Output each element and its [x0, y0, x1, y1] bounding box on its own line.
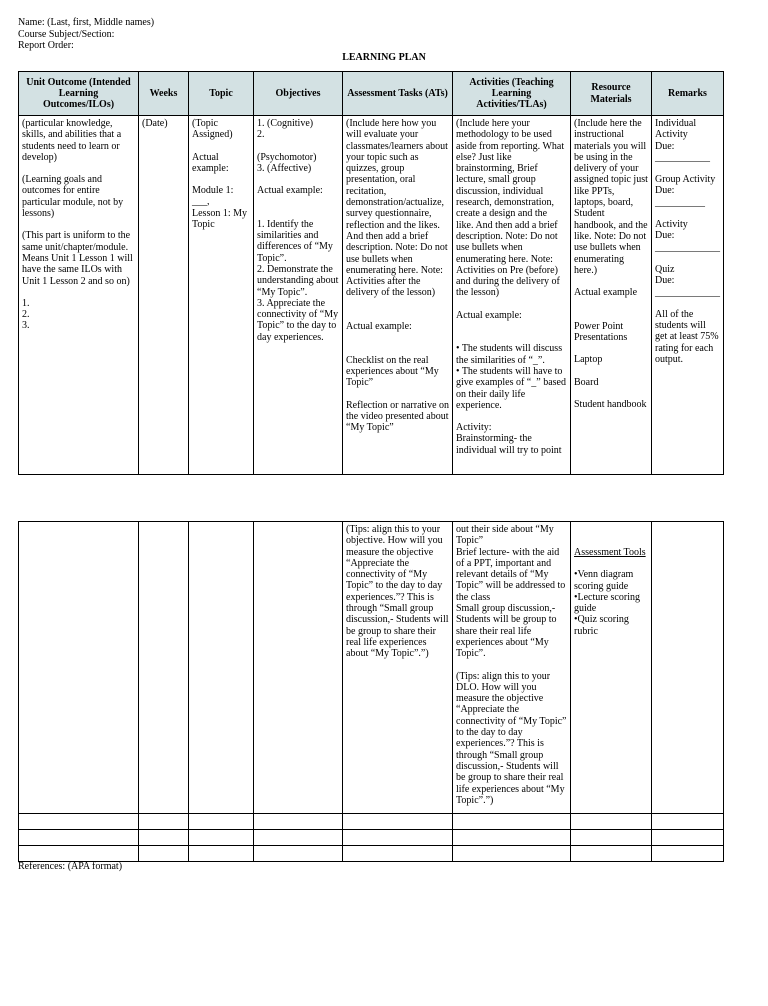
activities-cell	[453, 522, 571, 814]
activities-text: Activity: Brainstorming- the individual will try to point	[456, 422, 562, 456]
assessment-cell	[343, 116, 453, 475]
activities-text: (Include here your methodology to be used aside from reporting. What else? Just like brainstorming, Brief lecture, small group discussion, individual research, demonstration, create a design and the like. And then add a brief description. Note: Do not use bullets when enumerating here. Note: Activities on Pre (before) and during the delivery of the lesson)	[456, 118, 565, 299]
assessment-text: (Include here how you will evaluate your classmates/learners about your topic such as quizzes, group presentation, oral recitation, demonstration/actualize, survey questionnaire, reflection and the likes. And then add a brief description. Note: Do not use bullets when enumerating here. Note: Activities after the delivery of the lesson)	[346, 118, 448, 299]
remarks-cell	[652, 522, 724, 814]
name-line: Name: (Last, first, Middle names)	[18, 17, 155, 28]
activities-text: out their side about “My Topic” Brief lecture- with the aid of a PPT, important and relevant details of “My Topic” will be addressed to the class Small group discussion,- Students will be group to share their real life experiences about “My Topic”.	[456, 524, 566, 660]
column-header-remarks: Remarks	[652, 72, 724, 116]
table-row	[19, 830, 724, 846]
resources-text: Student handbook	[574, 398, 647, 410]
resources-text: Laptop	[574, 354, 603, 366]
activities-text: • The students will discuss the similarities of “_”. • The students will have to give examples of “_” based on their daily life experience.	[456, 343, 566, 411]
weeks-cell	[139, 522, 189, 814]
remarks-text: Quiz Due: _____________	[655, 263, 720, 298]
table-row	[19, 522, 724, 814]
unit-outcome-cell	[19, 522, 139, 814]
objectives-text: (Psychomotor) 3. (Affective)	[257, 151, 317, 174]
unit-outcome-list: 1. 2. 3.	[22, 297, 30, 332]
resources-cell	[571, 116, 652, 475]
unit-outcome-text: (Learning goals and outcomes for entire particular module, not by lessons)	[22, 174, 124, 220]
objectives-cell	[254, 522, 343, 814]
assessment-text: Checklist on the real experiences about “My Topic”	[346, 354, 439, 389]
objectives-text: 1. (Cognitive) 2.	[257, 118, 314, 141]
remarks-text: Individual Activity Due: ___________	[655, 118, 710, 163]
report-order-line: Report Order:	[18, 40, 74, 51]
assessment-text: Actual example:	[346, 321, 412, 333]
column-header-objectives: Objectives	[254, 72, 343, 116]
learning-plan-table-1	[18, 71, 724, 475]
course-line: Course Subject/Section:	[18, 29, 115, 40]
page-title: LEARNING PLAN	[342, 52, 426, 63]
assessment-tools-heading: Assessment Tools	[574, 547, 646, 558]
resources-text: (Include here the instructional materials you will be using in the delivery of your assigned topic just like PPTs, laptops, board, Student handbook, and the like. Note: Do not use bullets when enumerating here.)	[574, 118, 648, 276]
activities-tips-text: (Tips: align this to your DLO. How will you measure the objective “Appreciate the connectivity of “My Topic” to the day to day experiences.”? This is through “Small group discussion,- Students will be group to share their real life experiences about “My Topic”.”)	[456, 670, 567, 806]
table-row	[19, 116, 724, 475]
learning-plan-table-2	[18, 521, 724, 862]
column-header-unit-outcome: Unit Outcome (Intended Learning Outcomes/ILOs)	[19, 72, 139, 116]
column-header-activities: Activities (Teaching Learning Activities/TLAs)	[453, 72, 571, 116]
column-header-assessment-tasks: Assessment Tasks (ATs)	[343, 72, 453, 116]
resources-text: Board	[574, 376, 599, 388]
remarks-text: All of the students will get at least 75% rating for each output.	[655, 308, 719, 366]
weeks-text: (Date)	[142, 118, 168, 129]
topic-cell	[189, 116, 254, 475]
assessment-tools-list: •Venn diagram scoring guide •Lecture scoring guide •Quiz scoring rubric	[574, 569, 640, 637]
topic-cell	[189, 522, 254, 814]
column-header-resource-materials: Resource Materials	[571, 72, 652, 116]
topic-text: Actual example:	[192, 151, 229, 174]
topic-text: Module 1: ___, Lesson 1: My Topic	[192, 185, 247, 231]
column-header-topic: Topic	[189, 72, 254, 116]
unit-outcome-text: (particular knowledge, skills, and abilities that a students need to learn or develop)	[22, 118, 122, 163]
column-header-weeks: Weeks	[139, 72, 189, 116]
references-line: References: (APA format)	[18, 861, 123, 872]
remarks-text: Activity Due: _____________	[655, 219, 720, 253]
table-row	[19, 814, 724, 830]
activities-cell	[453, 116, 571, 475]
topic-text: (Topic Assigned)	[192, 118, 233, 141]
resources-text: Actual example	[574, 287, 638, 299]
remarks-text: Group Activity Due: __________	[655, 174, 716, 208]
remarks-cell	[652, 116, 724, 475]
unit-outcome-text: (This part is uniform to the same unit/chapter/module. Means Unit 1 Lesson 1 will have the same ILOs with Unit 1 Lesson 2 and so on)	[22, 230, 133, 287]
header-row	[19, 72, 724, 116]
objectives-text: Actual example:	[257, 185, 323, 197]
weeks-cell	[139, 116, 189, 475]
objectives-text: 1. Identify the similarities and differences of “My Topic”. 2. Demonstrate the understanding about “My Topic”. 3. Appreciate the connectivity of “My Topic” to the day to day experiences.	[257, 218, 339, 343]
resources-cell	[571, 522, 652, 814]
table-row	[19, 846, 724, 862]
activities-text: Actual example:	[456, 309, 522, 321]
objectives-cell	[254, 116, 343, 475]
resources-text: Power Point Presentations	[574, 320, 628, 344]
unit-outcome-cell	[19, 116, 139, 475]
assessment-tips-text: (Tips: align this to your objective. How will you measure the objective “Appreciate the connectivity of “My Topic” to the day to day experiences.”? This is through “Small group discussion,- Students will be group to share their real life experiences about “My Topic”.”)	[346, 524, 449, 660]
assessment-cell	[343, 522, 453, 814]
assessment-text: Reflection or narrative on the video presented about “My Topic”	[346, 399, 450, 434]
